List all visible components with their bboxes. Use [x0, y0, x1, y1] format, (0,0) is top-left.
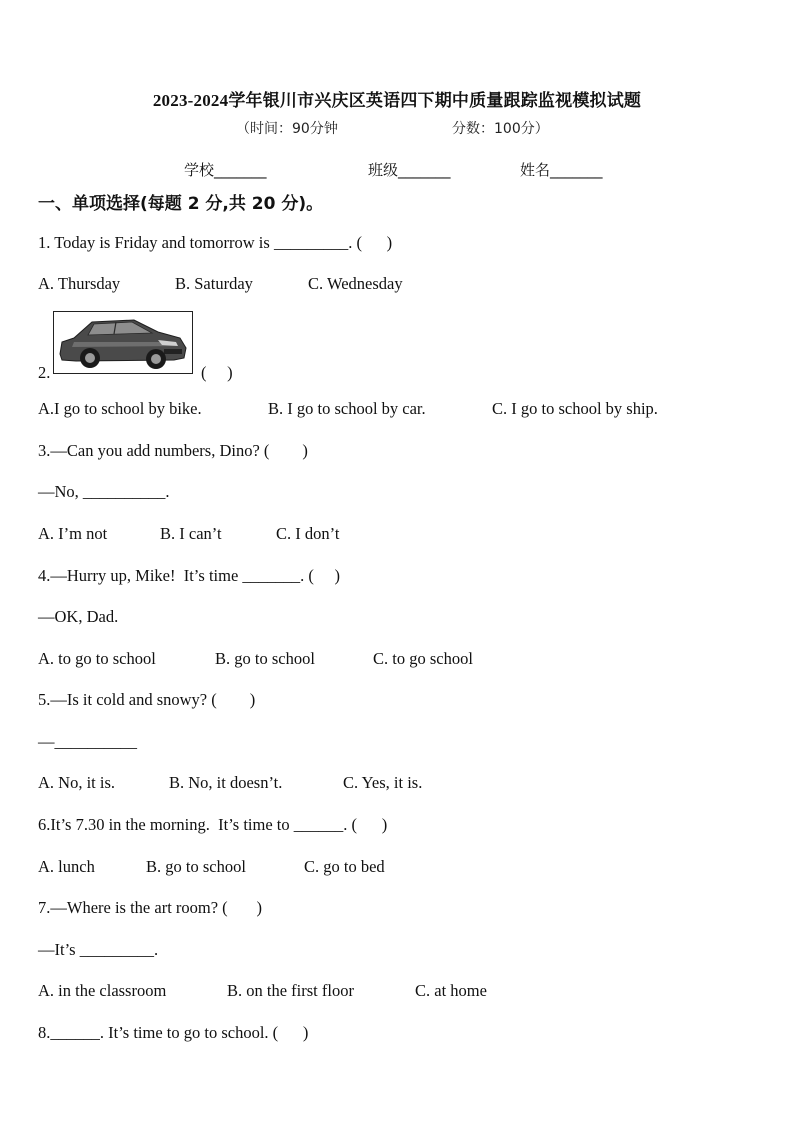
question-7-stem: 7.—Where is the art room? ( )	[38, 898, 263, 917]
question-4-option-b: B. go to school	[215, 649, 315, 668]
exam-title: 2023-2024学年银川市兴庆区英语四下期中质量跟踪监视模拟试题	[152, 91, 642, 110]
question-5-stem: 5.—Is it cold and snowy? ( )	[38, 690, 256, 709]
question-7-answer-line: —It’s _________.	[38, 940, 159, 959]
question-2-option-c: C. I go to school by ship.	[492, 399, 658, 418]
question-1-stem: 1. Today is Friday and tomorrow is _________. ( )	[38, 233, 393, 252]
question-5-answer-line: —__________	[38, 732, 137, 751]
question-5-option-a: A. No, it is.	[38, 773, 116, 792]
question-7-option-a: A. in the classroom	[38, 981, 167, 1000]
class-field: 班级_______	[368, 161, 451, 179]
question-3-answer-line: —No, __________.	[38, 482, 170, 501]
question-3-option-b: B. I can’t	[160, 524, 222, 543]
question-7-option-c: C. at home	[415, 981, 487, 1000]
question-3-option-a: A. I’m not	[38, 524, 108, 543]
question-4-stem: 4.—Hurry up, Mike! It’s time _______. ( )	[38, 566, 341, 585]
question-1-option-b: B. Saturday	[175, 274, 253, 293]
exam-score: 分数：100分）	[452, 121, 549, 137]
question-2-option-b: B. I go to school by car.	[268, 399, 426, 418]
question-6-option-c: C. go to bed	[304, 857, 385, 876]
school-field: 学校_______	[184, 161, 267, 179]
question-7-option-b: B. on the first floor	[227, 981, 354, 1000]
question-6-stem: 6.It’s 7.30 in the morning. It’s time to ______. ( )	[38, 815, 388, 834]
question-2-number: 2.	[38, 363, 51, 382]
exam-time: （时间：90分钟	[236, 121, 338, 137]
question-6-option-a: A. lunch	[38, 857, 95, 876]
car-picture-frame	[53, 311, 193, 374]
question-4-option-c: C. to go school	[373, 649, 473, 668]
question-4-answer-line: —OK, Dad.	[38, 607, 119, 626]
question-3-stem: 3.—Can you add numbers, Dino? ( )	[38, 441, 308, 460]
question-4-option-a: A. to go to school	[38, 649, 156, 668]
question-2-paren: ( )	[201, 363, 233, 382]
question-1-option-c: C. Wednesday	[308, 274, 403, 293]
question-1-option-a: A. Thursday	[38, 274, 121, 293]
name-field: 姓名_______	[520, 161, 603, 179]
question-8-stem: 8.______. It’s time to go to school. ( )	[38, 1023, 309, 1042]
question-3-option-c: C. I don’t	[276, 524, 340, 543]
question-2-option-a: A.I go to school by bike.	[38, 399, 202, 418]
question-5-option-b: B. No, it doesn’t.	[169, 773, 283, 792]
question-5-option-c: C. Yes, it is.	[343, 773, 423, 792]
car-icon	[54, 312, 191, 372]
section-heading: 一、单项选择(每题 2 分,共 20 分)。	[38, 194, 324, 214]
question-6-option-b: B. go to school	[146, 857, 246, 876]
